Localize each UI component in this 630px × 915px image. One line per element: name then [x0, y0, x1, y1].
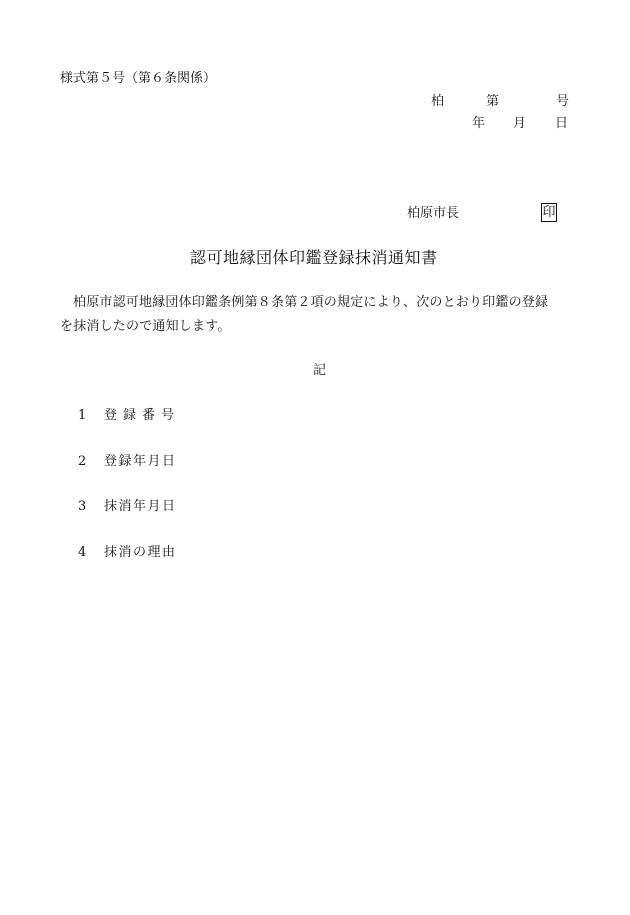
form-number-label: 様式第５号（第６条関係）: [60, 71, 217, 86]
date-month-label: 月: [513, 116, 527, 131]
date-year-label: 年: [472, 116, 486, 131]
date-day-label: 日: [555, 116, 569, 131]
item-label-cancellation-date: 抹消年月日: [104, 499, 177, 514]
body-text-line-1: 柏原市認可地縁団体印鑑条例第８条第２項の規定により、次のとおり印鑑の登録: [73, 295, 549, 310]
reference-dai-char: 第: [486, 94, 500, 109]
item-label-registration-date: 登録年月日: [104, 454, 177, 469]
seal-box: 印: [542, 205, 556, 220]
item-label-cancellation-reason: 抹消の理由: [104, 545, 177, 560]
sender-title: 柏原市長: [407, 206, 460, 221]
item-number: 2: [78, 454, 87, 469]
reference-city-char: 柏: [431, 94, 445, 109]
item-number: 3: [78, 499, 87, 514]
ki-heading: 記: [313, 363, 327, 378]
item-label-registration-number: 登録番号: [104, 408, 181, 423]
reference-go-char: 号: [556, 94, 570, 109]
item-number: 4: [78, 545, 87, 560]
item-number: 1: [78, 408, 87, 423]
document-title: 認可地縁団体印鑑登録抹消通知書: [190, 248, 438, 267]
body-text-line-2: を抹消したので通知します。: [60, 319, 231, 334]
